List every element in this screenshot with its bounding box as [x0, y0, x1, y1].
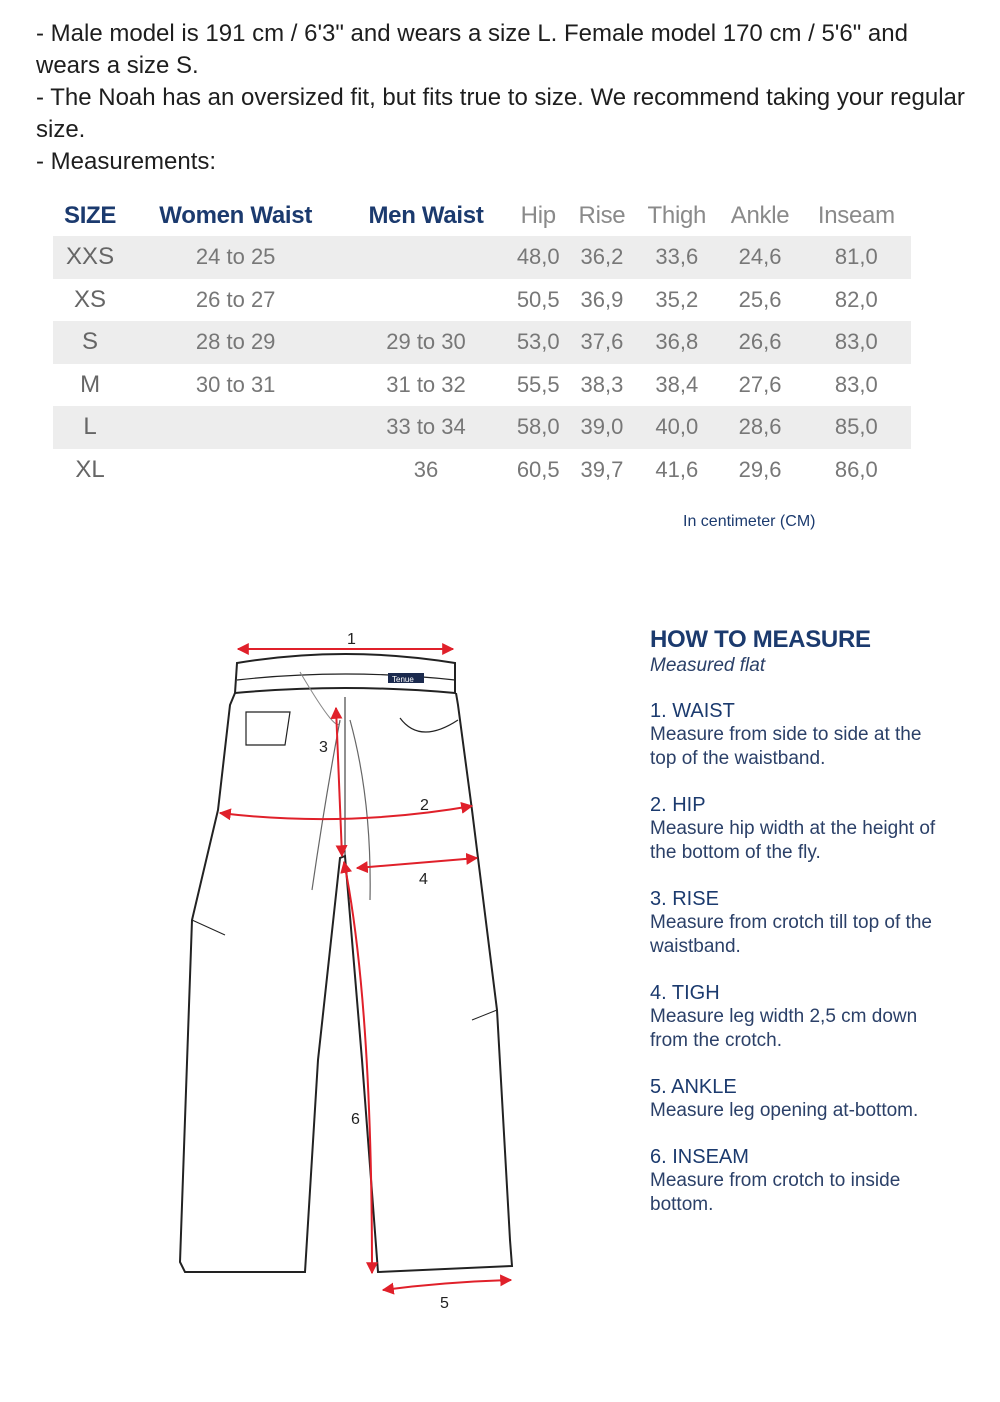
brand-tag: Tenue	[392, 675, 414, 684]
measure-step	[650, 699, 950, 771]
column-header: SIZE	[63, 202, 117, 229]
table-cell: 28,6	[718, 406, 801, 449]
step-text: Measure from crotch till top of the waistband.	[650, 912, 932, 957]
column-header: Women Waist	[159, 202, 313, 229]
table-cell: 31 to 32	[386, 371, 466, 397]
step-text: Measure leg width 2,5 cm down from the crotch.	[650, 1006, 918, 1051]
table-cell: 39,7	[580, 456, 624, 482]
product-notes	[36, 18, 966, 178]
table-cell: 30 to 31	[195, 371, 276, 397]
label-4: 4	[419, 871, 428, 888]
label-3: 3	[319, 739, 328, 756]
table-cell: 24,6	[718, 236, 801, 279]
table-cell: 36	[413, 456, 439, 482]
unit-note: In centimeter (CM)	[683, 513, 816, 530]
table-cell: 37,6	[569, 321, 636, 364]
table-cell: S	[53, 321, 127, 364]
table-cell: 26 to 27	[195, 286, 276, 312]
step-text: Measure from side to side at the top of the waistband.	[650, 724, 922, 769]
step-text: Measure from crotch to inside bottom.	[650, 1170, 901, 1215]
table-cell: 85,0	[802, 406, 911, 449]
table-cell: XL	[75, 455, 105, 483]
step-title: 1. WAIST	[650, 700, 735, 722]
thigh-arrow	[357, 858, 477, 868]
table-cell: XS	[74, 285, 107, 313]
step-title: 6. INSEAM	[650, 1146, 749, 1168]
table-cell: 38,4	[655, 371, 699, 397]
howto-title: HOW TO MEASURE	[650, 626, 871, 653]
label-2: 2	[420, 797, 429, 814]
fit-note: - The Noah has an oversized fit, but fits true to size. We recommend taking your regular size.	[36, 84, 965, 143]
table-cell: 33 to 34	[344, 406, 508, 449]
table-cell: 35,2	[655, 286, 699, 312]
table-cell: 36,2	[569, 236, 636, 279]
step-text: Measure hip width at the height of the bottom of the fly.	[650, 818, 936, 863]
table-cell: 82,0	[834, 286, 878, 312]
table-cell: 55,5	[516, 371, 560, 397]
column-header: Ankle	[730, 202, 790, 229]
table-row	[53, 449, 911, 492]
step-title: 4. TIGH	[650, 982, 720, 1004]
step-title: 5. ANKLE	[650, 1076, 737, 1098]
table-cell: L	[53, 406, 127, 449]
column-header: Rise	[578, 202, 626, 229]
step-title: 3. RISE	[650, 888, 719, 910]
table-cell	[127, 449, 344, 492]
table-cell: 53,0	[508, 321, 569, 364]
measure-step	[650, 981, 950, 1053]
table-cell: 58,0	[508, 406, 569, 449]
column-header: Inseam	[817, 202, 895, 229]
table-cell: 28 to 29	[127, 321, 344, 364]
table-cell: 83,0	[834, 371, 878, 397]
table-cell: 25,6	[738, 286, 782, 312]
model-note: - Male model is 191 cm / 6'3" and wears a size L. Female model 170 cm / 5'6" and wears a size S.	[36, 20, 908, 79]
hip-arrow	[220, 806, 472, 819]
table-cell: 33,6	[635, 236, 718, 279]
table-cell: 26,6	[718, 321, 801, 364]
column-header: Thigh	[647, 202, 707, 229]
table-row	[53, 236, 911, 279]
column-header: Men Waist	[368, 202, 484, 229]
howto-subtitle: Measured flat	[650, 655, 766, 676]
pants-diagram	[170, 620, 530, 1320]
table-cell: 50,5	[516, 286, 560, 312]
table-cell: 29,6	[738, 456, 782, 482]
step-text: Measure leg opening at-bottom.	[650, 1100, 919, 1121]
table-cell: 86,0	[834, 456, 878, 482]
measure-step	[650, 1075, 950, 1123]
how-to-measure	[650, 626, 950, 1217]
table-cell: 48,0	[508, 236, 569, 279]
measure-step	[650, 1145, 950, 1217]
label-5: 5	[440, 1295, 449, 1312]
table-cell: 41,6	[655, 456, 699, 482]
measure-step	[650, 793, 950, 865]
table-row	[53, 364, 911, 407]
table-cell: 36,8	[635, 321, 718, 364]
measure-step	[650, 887, 950, 959]
label-1: 1	[347, 631, 356, 648]
table-cell: XXS	[53, 236, 127, 279]
pants-outline	[180, 654, 512, 1272]
size-table	[53, 196, 911, 491]
ankle-arrow	[383, 1280, 511, 1290]
table-row	[53, 406, 911, 449]
table-cell: 24 to 25	[127, 236, 344, 279]
label-6: 6	[351, 1111, 360, 1128]
table-cell	[344, 279, 508, 322]
table-cell	[344, 236, 508, 279]
table-cell: 36,9	[580, 286, 624, 312]
inseam-arrow	[344, 862, 372, 1273]
step-title: 2. HIP	[650, 794, 706, 816]
column-header: Hip	[520, 202, 556, 229]
table-cell: 60,5	[516, 456, 560, 482]
table-cell: 27,6	[738, 371, 782, 397]
table-cell: 38,3	[580, 371, 624, 397]
measurements-note: - Measurements:	[36, 148, 217, 175]
table-cell: M	[80, 370, 101, 398]
table-cell	[127, 406, 344, 449]
table-cell: 39,0	[569, 406, 636, 449]
table-cell: 83,0	[802, 321, 911, 364]
table-row	[53, 279, 911, 322]
table-cell: 81,0	[802, 236, 911, 279]
table-cell: 29 to 30	[344, 321, 508, 364]
table-row	[53, 321, 911, 364]
rise-arrow	[336, 708, 342, 856]
table-cell: 40,0	[635, 406, 718, 449]
